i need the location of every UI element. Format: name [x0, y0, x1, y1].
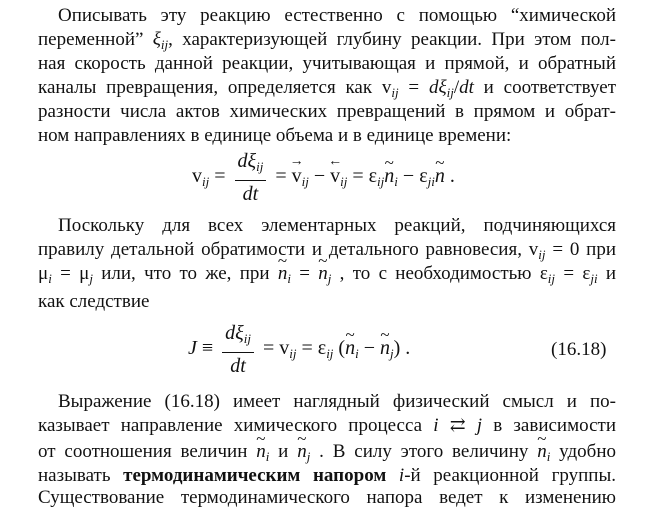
- fraction: $\frac{d\xi_{ij}}{dt}$: [235, 150, 267, 205]
- text-line-cut-off: Существование термодинамического напора ведет к изменению: [38, 487, 616, 508]
- text-line: Описывать эту реакцию естественно с помощью “химической: [58, 5, 616, 26]
- text-line: правилу детальной обратимости и детального равновесия, $v_{ij} = 0$ при: [38, 239, 616, 262]
- text-line: как следствие: [38, 291, 150, 312]
- text-line: каналы превращения, определяется как $v_{ij} = d\xi_{ij}/dt$ и соответствует: [38, 77, 616, 100]
- text-line: Поскольку для всех элементарных реакций, подчиняющихся: [58, 215, 616, 236]
- equation-number: (16.18): [551, 339, 607, 360]
- text-line: Выражение (16.18) имеет наглядный физический смысл и по-: [58, 391, 616, 412]
- text-line: разности числа актов химических превращений в прямом и обрат-: [38, 101, 616, 122]
- equation-16-18: J ≡ $\frac{d\xi_{ij}}{dt}$ = $v_{ij} = \varepsilon_{ij}$ (n $\sim_i - n$ $\sim_j$) .: [188, 322, 410, 377]
- backward-rate: v ←: [330, 164, 340, 188]
- text-line: называть термодинамическим напором i-й реакционной группы.: [38, 465, 616, 486]
- text-line: ном направлениях в единице объема и в единице времени:: [38, 125, 512, 146]
- text-line: казывает направление химического процесса i ⇄ j в зависимости: [38, 415, 616, 436]
- text-line: от соотношения величин n $\sim_i$ и n $\sim_j$ . В силу этого величину n $\sim_i$ удобно: [38, 440, 616, 469]
- text-line: ная скорость данной реакции, учитывающая и прямой, и обратный: [38, 53, 616, 74]
- text-line: переменной” $\xi_{ij}$, характеризующей глубину реакции. При этом пол-: [38, 29, 616, 52]
- forward-rate: v →: [292, 164, 302, 188]
- equation-1: $v_{ij}$ = $\frac{d\xi_{ij}}{dt}$ = $v \to_{ij} - v$ $\leftarrow_{ij} = \varepsilon_{ij}n$ $\sim_i - \varepsilon_{ji}n$ ~ .: [192, 150, 455, 205]
- fraction: $\frac{d\xi_{ij}}{dt}$: [222, 322, 254, 377]
- text-line: $\mu_i = \mu_j$ или, что то же, при n $\sim_i = n$ $\sim_j$ , то с необходимостью $\varepsilon_{ij} = \varepsilon_{ji}$ и: [38, 262, 616, 291]
